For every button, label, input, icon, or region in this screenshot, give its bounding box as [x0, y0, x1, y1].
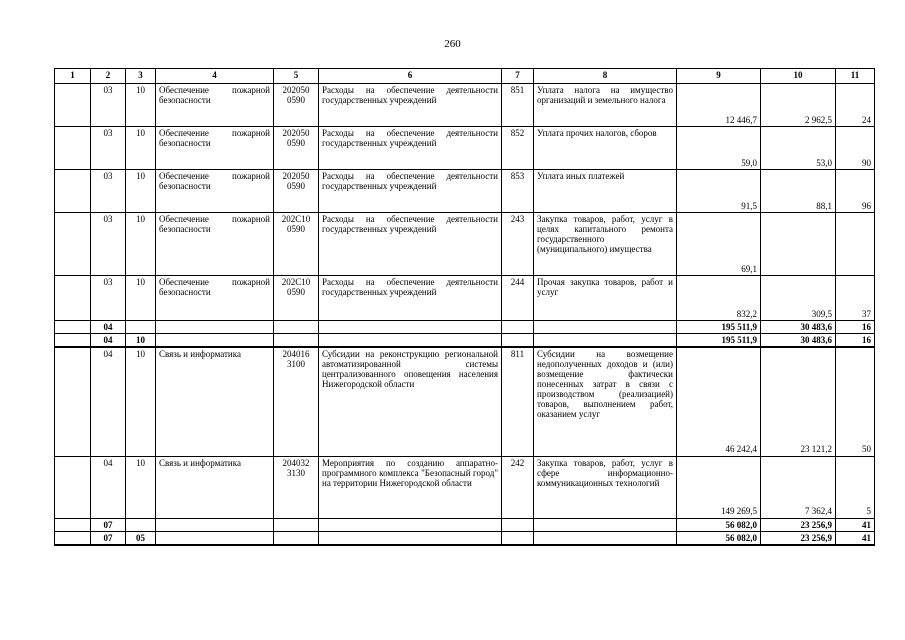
target-article-name: Расходы на обеспечение деятельности государственных учреждений [319, 170, 502, 213]
percent-executed [836, 213, 875, 276]
expense-type-code: 852 [502, 127, 534, 170]
expense-type-code: 851 [502, 84, 534, 127]
section-code: 04 [91, 347, 126, 456]
amount-planned: 91,5 [677, 170, 761, 213]
cell [319, 518, 502, 531]
cell [156, 334, 274, 348]
cell [319, 531, 502, 545]
target-article-code: 202С10 0590 [274, 276, 319, 321]
subsection-name: Обеспечение пожарной безопасности [156, 170, 274, 213]
subsection-name: Обеспечение пожарной безопасности [156, 84, 274, 127]
cell [534, 321, 677, 334]
percent-executed: 5 [836, 456, 875, 518]
percent-executed: 50 [836, 347, 875, 456]
expense-type-name: Субсидии на возмещение недополученных доходов и (или) возмещение фактически понесенных затрат в связи с производством (реализацией) товаров, выполнением работ, оказанием услуг [534, 347, 677, 456]
amount-planned: 149 269,5 [677, 456, 761, 518]
amount-executed: 53,0 [761, 127, 836, 170]
cell [55, 347, 91, 456]
percent-executed: 90 [836, 127, 875, 170]
cell [534, 334, 677, 348]
cell [55, 84, 91, 127]
percent-executed: 16 [836, 334, 875, 348]
expense-type-code: 853 [502, 170, 534, 213]
percent-executed: 41 [836, 518, 875, 531]
amount-executed: 7 362,4 [761, 456, 836, 518]
column-header: 8 [534, 69, 677, 84]
subtotal-row [55, 531, 875, 545]
cell [55, 531, 91, 545]
cell [55, 276, 91, 321]
section-code: 03 [91, 170, 126, 213]
expense-type-code: 244 [502, 276, 534, 321]
subsection-code: 10 [126, 213, 156, 276]
amount-executed: 23 256,9 [761, 518, 836, 531]
subsection-name: Связь и информатика [156, 456, 274, 518]
subsection-code: 10 [126, 127, 156, 170]
amount-planned: 56 082,0 [677, 531, 761, 545]
amount-planned: 59,0 [677, 127, 761, 170]
amount-executed: 309,5 [761, 276, 836, 321]
amount-planned: 69,1 [677, 213, 761, 276]
amount-planned: 832,2 [677, 276, 761, 321]
amount-executed: 23 121,2 [761, 347, 836, 456]
target-article-code: 202050 0590 [274, 127, 319, 170]
expense-type-name: Закупка товаров, работ, услуг в сфере информационно-коммуникационных технологий [534, 456, 677, 518]
cell [55, 213, 91, 276]
amount-planned: 12 446,7 [677, 84, 761, 127]
cell [502, 531, 534, 545]
section-code: 04 [91, 334, 126, 348]
cell [502, 334, 534, 348]
subsection-name: Обеспечение пожарной безопасности [156, 127, 274, 170]
cell [156, 321, 274, 334]
column-header: 9 [677, 69, 761, 84]
subtotal-row [55, 321, 875, 334]
target-article-code: 202С10 0590 [274, 213, 319, 276]
cell [274, 321, 319, 334]
cell [502, 321, 534, 334]
subsection-code: 10 [126, 456, 156, 518]
section-code: 03 [91, 84, 126, 127]
column-header: 6 [319, 69, 502, 84]
cell [319, 321, 502, 334]
column-header: 2 [91, 69, 126, 84]
subsection-code: 10 [126, 334, 156, 348]
section-code: 04 [91, 456, 126, 518]
expense-type-code: 242 [502, 456, 534, 518]
target-article-code: 202050 0590 [274, 170, 319, 213]
cell [534, 531, 677, 545]
percent-executed: 37 [836, 276, 875, 321]
section-code: 07 [91, 531, 126, 545]
amount-executed: 2 962,5 [761, 84, 836, 127]
amount-executed: 30 483,6 [761, 334, 836, 348]
cell [55, 321, 91, 334]
target-article-name: Расходы на обеспечение деятельности государственных учреждений [319, 84, 502, 127]
cell [55, 518, 91, 531]
expense-type-name: Уплата иных платежей [534, 170, 677, 213]
amount-executed: 30 483,6 [761, 321, 836, 334]
subsection-code: 05 [126, 531, 156, 545]
subsection-code: 10 [126, 84, 156, 127]
expense-type-code: 243 [502, 213, 534, 276]
target-article-code: 204032 3130 [274, 456, 319, 518]
header-row [55, 69, 875, 84]
cell [534, 518, 677, 531]
section-code: 03 [91, 276, 126, 321]
cell [274, 334, 319, 348]
target-article-name: Расходы на обеспечение деятельности государственных учреждений [319, 213, 502, 276]
target-article-name: Мероприятия по созданию аппаратно-программного комплекса "Безопасный город" на территории Нижегородской области [319, 456, 502, 518]
section-code: 07 [91, 518, 126, 531]
amount-executed [761, 213, 836, 276]
column-header: 5 [274, 69, 319, 84]
table-row [55, 127, 875, 170]
amount-planned: 56 082,0 [677, 518, 761, 531]
column-header: 11 [836, 69, 875, 84]
table-row [55, 170, 875, 213]
target-article-code: 204016 3100 [274, 347, 319, 456]
percent-executed: 96 [836, 170, 875, 213]
subsection-name: Обеспечение пожарной безопасности [156, 213, 274, 276]
budget-table [54, 68, 875, 546]
column-header: 1 [55, 69, 91, 84]
target-article-name: Субсидии на реконструкцию региональной автоматизированной системы централизованного оповещения населения Нижегородской области [319, 347, 502, 456]
expense-type-name: Закупка товаров, работ, услуг в целях капитального ремонта государственного (муниципального) имущества [534, 213, 677, 276]
subsection-code [126, 518, 156, 531]
percent-executed: 41 [836, 531, 875, 545]
table-row [55, 276, 875, 321]
expense-type-code: 811 [502, 347, 534, 456]
table-row [55, 84, 875, 127]
expense-type-name: Прочая закупка товаров, работ и услуг [534, 276, 677, 321]
table-row [55, 456, 875, 518]
section-code: 04 [91, 321, 126, 334]
subsection-code: 10 [126, 347, 156, 456]
cell [55, 334, 91, 348]
column-header: 10 [761, 69, 836, 84]
table-row [55, 347, 875, 456]
subtotal-row [55, 518, 875, 531]
expense-type-name: Уплата прочих налогов, сборов [534, 127, 677, 170]
page-number: 260 [444, 38, 461, 50]
cell [55, 127, 91, 170]
percent-executed: 24 [836, 84, 875, 127]
cell [55, 456, 91, 518]
cell [55, 170, 91, 213]
section-code: 03 [91, 213, 126, 276]
amount-planned: 195 511,9 [677, 334, 761, 348]
target-article-code: 202050 0590 [274, 84, 319, 127]
subsection-name: Связь и информатика [156, 347, 274, 456]
table-row [55, 213, 875, 276]
column-header: 7 [502, 69, 534, 84]
cell [274, 518, 319, 531]
amount-planned: 46 242,4 [677, 347, 761, 456]
amount-executed: 23 256,9 [761, 531, 836, 545]
cell [274, 531, 319, 545]
section-code: 03 [91, 127, 126, 170]
percent-executed: 16 [836, 321, 875, 334]
expense-type-name: Уплата налога на имущество организаций и земельного налога [534, 84, 677, 127]
subsection-code: 10 [126, 276, 156, 321]
subsection-code [126, 321, 156, 334]
subtotal-row [55, 334, 875, 348]
amount-executed: 88,1 [761, 170, 836, 213]
subsection-name: Обеспечение пожарной безопасности [156, 276, 274, 321]
target-article-name: Расходы на обеспечение деятельности государственных учреждений [319, 276, 502, 321]
cell [319, 334, 502, 348]
cell [156, 531, 274, 545]
column-header: 3 [126, 69, 156, 84]
cell [156, 518, 274, 531]
subsection-code: 10 [126, 170, 156, 213]
amount-planned: 195 511,9 [677, 321, 761, 334]
cell [502, 518, 534, 531]
target-article-name: Расходы на обеспечение деятельности государственных учреждений [319, 127, 502, 170]
column-header: 4 [156, 69, 274, 84]
